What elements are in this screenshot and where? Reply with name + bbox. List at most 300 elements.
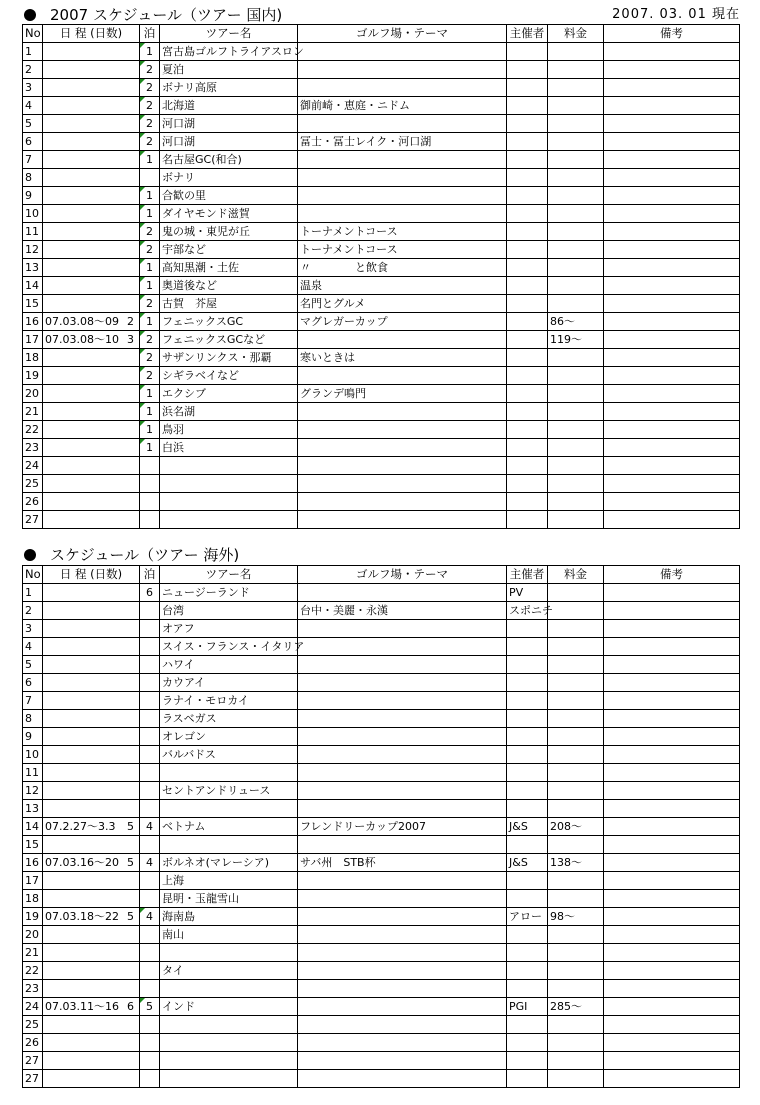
table-row — [23, 385, 740, 403]
nights-cell: 2 — [140, 295, 160, 313]
notes-cell — [604, 331, 740, 349]
table-row — [23, 710, 740, 728]
course-theme-cell: 寒いときは — [298, 349, 507, 367]
table-row — [23, 205, 740, 223]
course-theme-cell — [298, 151, 507, 169]
notes-cell — [604, 926, 740, 944]
nights-cell: 2 — [140, 349, 160, 367]
tour-name-cell: 北海道 — [160, 97, 298, 115]
organizer-cell — [507, 872, 548, 890]
schedule-cell — [43, 79, 140, 97]
organizer-cell — [507, 1016, 548, 1034]
organizer-cell: PV — [507, 584, 548, 602]
schedule-cell — [43, 764, 140, 782]
price-cell — [548, 836, 604, 854]
nights-cell: 2 — [140, 331, 160, 349]
course-theme-cell — [298, 998, 507, 1016]
schedule-cell — [43, 620, 140, 638]
price-cell — [548, 944, 604, 962]
table-row — [23, 602, 740, 620]
course-theme-cell — [298, 944, 507, 962]
table-row — [23, 944, 740, 962]
table-row — [23, 511, 740, 529]
tour-name-cell: ボナリ高原 — [160, 79, 298, 97]
row-number: 6 — [23, 674, 43, 692]
table-row — [23, 908, 740, 926]
notes-cell — [604, 277, 740, 295]
schedule-cell — [43, 728, 140, 746]
bullet-icon — [24, 549, 36, 561]
nights-cell — [140, 980, 160, 998]
table-row — [23, 169, 740, 187]
price-cell — [548, 692, 604, 710]
table-row — [23, 962, 740, 980]
notes-cell — [604, 295, 740, 313]
organizer-cell — [507, 710, 548, 728]
course-theme-cell: マグレガーカップ — [298, 313, 507, 331]
price-cell — [548, 205, 604, 223]
price-cell — [548, 349, 604, 367]
course-theme-cell — [298, 962, 507, 980]
schedule-cell — [43, 674, 140, 692]
tour-name-cell: セントアンドリュース — [160, 782, 298, 800]
organizer-cell — [507, 205, 548, 223]
organizer-cell — [507, 1034, 548, 1052]
organizer-cell — [507, 97, 548, 115]
course-theme-cell — [298, 421, 507, 439]
table-row — [23, 403, 740, 421]
row-number: 19 — [23, 908, 43, 926]
overseas-title — [24, 544, 239, 566]
nights-cell: 1 — [140, 421, 160, 439]
header-schedule: 日 程 (日数) — [43, 25, 140, 43]
organizer-cell — [507, 421, 548, 439]
course-theme-cell — [298, 115, 507, 133]
notes-cell — [604, 638, 740, 656]
table-row — [23, 187, 740, 205]
schedule-cell — [43, 944, 140, 962]
organizer-cell — [507, 475, 548, 493]
nights-cell — [140, 836, 160, 854]
price-cell: 98～ — [548, 908, 604, 926]
nights-cell — [140, 782, 160, 800]
nights-cell — [140, 692, 160, 710]
price-cell — [548, 403, 604, 421]
tour-name-cell: 南山 — [160, 926, 298, 944]
notes-cell — [604, 457, 740, 475]
tour-name-cell: 鬼の城・東児が丘 — [160, 223, 298, 241]
organizer-cell — [507, 782, 548, 800]
schedule-cell — [43, 367, 140, 385]
course-theme-cell — [298, 1016, 507, 1034]
nights-cell — [140, 674, 160, 692]
notes-cell — [604, 602, 740, 620]
table-row — [23, 1070, 740, 1088]
notes-cell — [604, 241, 740, 259]
organizer-cell — [507, 962, 548, 980]
nights-cell — [140, 602, 160, 620]
schedule-cell — [43, 331, 140, 349]
price-cell — [548, 980, 604, 998]
table-row — [23, 764, 740, 782]
price-cell — [548, 1052, 604, 1070]
organizer-cell — [507, 980, 548, 998]
tour-name-cell: 高知黒潮・土佐 — [160, 259, 298, 277]
tour-name-cell: 上海 — [160, 872, 298, 890]
row-number: 17 — [23, 872, 43, 890]
header-nights: 泊 — [140, 566, 160, 584]
price-cell — [548, 295, 604, 313]
course-theme-cell: 温泉 — [298, 277, 507, 295]
price-cell — [548, 710, 604, 728]
tour-name-cell — [160, 980, 298, 998]
organizer-cell — [507, 223, 548, 241]
tour-name-cell — [160, 511, 298, 529]
tour-name-cell: 河口湖 — [160, 115, 298, 133]
row-number: 22 — [23, 421, 43, 439]
notes-cell — [604, 728, 740, 746]
table-row — [23, 241, 740, 259]
table-row — [23, 998, 740, 1016]
nights-cell — [140, 638, 160, 656]
price-cell — [548, 79, 604, 97]
header-course: ゴルフ場・テーマ — [298, 566, 507, 584]
row-number: 25 — [23, 475, 43, 493]
row-number: 15 — [23, 836, 43, 854]
tour-name-cell: 名古屋GC(和合) — [160, 151, 298, 169]
organizer-cell — [507, 926, 548, 944]
table-row — [23, 890, 740, 908]
row-number: 10 — [23, 746, 43, 764]
table-row — [23, 331, 740, 349]
nights-cell: 1 — [140, 313, 160, 331]
organizer-cell — [507, 79, 548, 97]
course-theme-cell — [298, 674, 507, 692]
row-number: 22 — [23, 962, 43, 980]
schedule-cell — [43, 349, 140, 367]
organizer-cell — [507, 890, 548, 908]
organizer-cell — [507, 259, 548, 277]
price-cell — [548, 457, 604, 475]
row-number: 26 — [23, 493, 43, 511]
price-cell: 119～ — [548, 331, 604, 349]
row-number: 21 — [23, 944, 43, 962]
organizer-cell — [507, 511, 548, 529]
row-number: 19 — [23, 367, 43, 385]
nights-cell: 2 — [140, 97, 160, 115]
row-number: 23 — [23, 980, 43, 998]
price-cell — [548, 782, 604, 800]
notes-cell — [604, 223, 740, 241]
schedule-cell — [43, 602, 140, 620]
notes-cell — [604, 980, 740, 998]
price-cell — [548, 926, 604, 944]
table-row — [23, 638, 740, 656]
schedule-cell — [43, 223, 140, 241]
price-cell — [548, 43, 604, 61]
course-theme-cell — [298, 746, 507, 764]
table-row — [23, 259, 740, 277]
schedule-cell — [43, 926, 140, 944]
table-row — [23, 836, 740, 854]
price-cell — [548, 638, 604, 656]
nights-cell: 1 — [140, 385, 160, 403]
table-row — [23, 295, 740, 313]
notes-cell — [604, 259, 740, 277]
tour-name-cell: ラスベガス — [160, 710, 298, 728]
organizer-cell — [507, 746, 548, 764]
table-row — [23, 782, 740, 800]
row-number: 7 — [23, 692, 43, 710]
row-number: 21 — [23, 403, 43, 421]
price-cell — [548, 241, 604, 259]
tour-name-cell: インド — [160, 998, 298, 1016]
organizer-cell: PGI — [507, 998, 548, 1016]
header-price: 料金 — [548, 25, 604, 43]
header-row — [23, 566, 740, 584]
tour-name-cell: 夏泊 — [160, 61, 298, 79]
table-row — [23, 61, 740, 79]
organizer-cell — [507, 1052, 548, 1070]
table-row — [23, 1052, 740, 1070]
price-cell — [548, 962, 604, 980]
schedule-cell — [43, 295, 140, 313]
schedule-cell — [43, 962, 140, 980]
schedule-cell — [43, 421, 140, 439]
overseas-schedule-table — [22, 565, 740, 1088]
row-number: 24 — [23, 457, 43, 475]
row-number: 12 — [23, 241, 43, 259]
price-cell — [548, 385, 604, 403]
notes-cell — [604, 584, 740, 602]
notes-cell — [604, 998, 740, 1016]
notes-cell — [604, 656, 740, 674]
nights-cell — [140, 800, 160, 818]
organizer-cell — [507, 61, 548, 79]
price-cell — [548, 746, 604, 764]
course-theme-cell — [298, 331, 507, 349]
nights-cell: 4 — [140, 818, 160, 836]
tour-name-cell: ベトナム — [160, 818, 298, 836]
row-number: 25 — [23, 1016, 43, 1034]
organizer-cell — [507, 836, 548, 854]
row-number: 16 — [23, 854, 43, 872]
notes-cell — [604, 890, 740, 908]
overseas-title-text: スケジュール（ツアー 海外) — [50, 546, 240, 564]
header-no: No — [23, 25, 43, 43]
notes-cell — [604, 782, 740, 800]
tour-name-cell — [160, 944, 298, 962]
table-row — [23, 151, 740, 169]
tour-name-cell: タイ — [160, 962, 298, 980]
table-row — [23, 475, 740, 493]
tour-name-cell: ニュージーランド — [160, 584, 298, 602]
notes-cell — [604, 836, 740, 854]
table-row — [23, 457, 740, 475]
nights-cell: 1 — [140, 187, 160, 205]
header-notes: 備考 — [604, 25, 740, 43]
tour-name-cell: ダイヤモンド滋賀 — [160, 205, 298, 223]
table-row — [23, 97, 740, 115]
schedule-cell — [43, 439, 140, 457]
organizer-cell — [507, 620, 548, 638]
nights-cell: 2 — [140, 133, 160, 151]
price-cell: 285～ — [548, 998, 604, 1016]
schedule-dates: 07.03.11～16 — [45, 1000, 119, 1013]
row-number: 14 — [23, 277, 43, 295]
price-cell — [548, 1070, 604, 1088]
notes-cell — [604, 692, 740, 710]
nights-cell: 1 — [140, 259, 160, 277]
nights-cell: 1 — [140, 151, 160, 169]
schedule-cell — [43, 638, 140, 656]
nights-cell — [140, 764, 160, 782]
schedule-cell — [43, 854, 140, 872]
table-row — [23, 926, 740, 944]
tour-name-cell: サザンリンクス・那覇 — [160, 349, 298, 367]
course-theme-cell — [298, 926, 507, 944]
tour-name-cell: オアフ — [160, 620, 298, 638]
notes-cell — [604, 79, 740, 97]
organizer-cell — [507, 133, 548, 151]
notes-cell — [604, 962, 740, 980]
table-row — [23, 277, 740, 295]
table-row — [23, 115, 740, 133]
tour-name-cell: フェニックスGC — [160, 313, 298, 331]
table-row — [23, 872, 740, 890]
notes-cell — [604, 61, 740, 79]
price-cell — [548, 223, 604, 241]
price-cell — [548, 620, 604, 638]
row-number: 18 — [23, 890, 43, 908]
price-cell — [548, 187, 604, 205]
schedule-cell — [43, 385, 140, 403]
price-cell — [548, 1034, 604, 1052]
course-theme-cell: 台中・美麗・永漢 — [298, 602, 507, 620]
organizer-cell — [507, 241, 548, 259]
notes-cell — [604, 493, 740, 511]
table-row — [23, 313, 740, 331]
course-theme-cell — [298, 205, 507, 223]
schedule-cell — [43, 908, 140, 926]
schedule-days: 5 — [127, 910, 134, 923]
nights-cell — [140, 169, 160, 187]
price-cell — [548, 277, 604, 295]
price-cell — [548, 764, 604, 782]
schedule-days: 2 — [127, 315, 134, 328]
schedule-cell — [43, 493, 140, 511]
organizer-cell: J&S — [507, 818, 548, 836]
organizer-cell — [507, 656, 548, 674]
price-cell — [548, 475, 604, 493]
tour-name-cell: 昆明・玉龍雪山 — [160, 890, 298, 908]
schedule-cell — [43, 511, 140, 529]
table-row — [23, 800, 740, 818]
notes-cell — [604, 1070, 740, 1088]
notes-cell — [604, 43, 740, 61]
row-number: 13 — [23, 800, 43, 818]
header-no: No — [23, 566, 43, 584]
row-number: 4 — [23, 97, 43, 115]
table-row — [23, 818, 740, 836]
tour-name-cell — [160, 475, 298, 493]
table-row — [23, 367, 740, 385]
table-row — [23, 439, 740, 457]
tour-name-cell: 古賀 芥屋 — [160, 295, 298, 313]
nights-cell — [140, 457, 160, 475]
notes-cell — [604, 674, 740, 692]
row-number: 23 — [23, 439, 43, 457]
course-theme-cell — [298, 439, 507, 457]
row-number: 15 — [23, 295, 43, 313]
row-number: 13 — [23, 259, 43, 277]
table-row — [23, 79, 740, 97]
tour-name-cell: 浜名湖 — [160, 403, 298, 421]
row-number: 24 — [23, 998, 43, 1016]
course-theme-cell — [298, 620, 507, 638]
row-number: 1 — [23, 43, 43, 61]
schedule-cell — [43, 872, 140, 890]
row-number: 20 — [23, 385, 43, 403]
tour-name-cell — [160, 1034, 298, 1052]
course-theme-cell: グランデ鳴門 — [298, 385, 507, 403]
nights-cell: 2 — [140, 223, 160, 241]
header-tour: ツアー名 — [160, 25, 298, 43]
nights-cell — [140, 1052, 160, 1070]
schedule-cell — [43, 313, 140, 331]
price-cell — [548, 151, 604, 169]
table-row — [23, 692, 740, 710]
nights-cell: 5 — [140, 998, 160, 1016]
organizer-cell: スポニチ — [507, 602, 548, 620]
nights-cell: 2 — [140, 367, 160, 385]
organizer-cell — [507, 43, 548, 61]
nights-cell — [140, 1070, 160, 1088]
organizer-cell — [507, 313, 548, 331]
nights-cell: 1 — [140, 439, 160, 457]
tour-name-cell: シギラベイなど — [160, 367, 298, 385]
course-theme-cell — [298, 782, 507, 800]
nights-cell: 1 — [140, 403, 160, 421]
organizer-cell — [507, 764, 548, 782]
course-theme-cell — [298, 79, 507, 97]
price-cell: 138～ — [548, 854, 604, 872]
table-row — [23, 980, 740, 998]
tour-name-cell — [160, 1052, 298, 1070]
course-theme-cell — [298, 457, 507, 475]
schedule-dates: 07.03.16～20 — [45, 856, 119, 869]
course-theme-cell: 冨士・冨士レイク・河口湖 — [298, 133, 507, 151]
course-theme-cell: 〃 と飲食 — [298, 259, 507, 277]
schedule-cell — [43, 980, 140, 998]
course-theme-cell: 名門とグルメ — [298, 295, 507, 313]
organizer-cell — [507, 187, 548, 205]
notes-cell — [604, 421, 740, 439]
notes-cell — [604, 872, 740, 890]
nights-cell: 2 — [140, 241, 160, 259]
header-organizer: 主催者 — [507, 25, 548, 43]
schedule-days: 6 — [127, 1000, 134, 1013]
schedule-dates: 07.03.08～10 — [45, 333, 119, 346]
tour-name-cell: ハワイ — [160, 656, 298, 674]
row-number: 8 — [23, 169, 43, 187]
row-number: 16 — [23, 313, 43, 331]
course-theme-cell — [298, 890, 507, 908]
tour-name-cell: カウアイ — [160, 674, 298, 692]
row-number: 26 — [23, 1034, 43, 1052]
nights-cell — [140, 620, 160, 638]
row-number: 3 — [23, 79, 43, 97]
